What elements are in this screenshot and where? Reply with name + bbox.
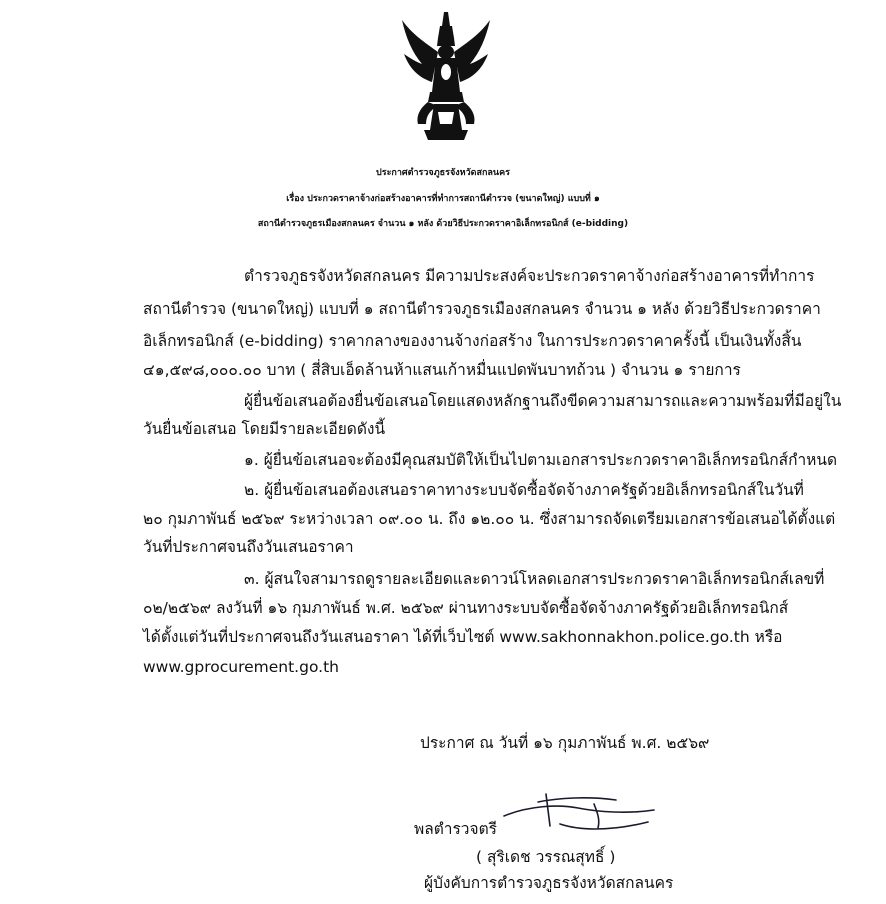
- announcement-heading: ประกาศตำรวจภูธรจังหวัดสกลนคร: [376, 168, 510, 178]
- list-item-3-continued: ๐๒/๒๕๖๙ ลงวันที่ ๑๖ กุมภาพันธ์ พ.ศ. ๒๕๖๙ ผ่านทางระบบจัดซื้อจัดจ้างภาครัฐด้วยอิเล็กทรอนิกส์: [143, 599, 789, 617]
- body-line-2: สถานีตำรวจ (ขนาดใหญ่) แบบที่ ๑ สถานีตำรวจภูธรเมืองสกลนคร จำนวน ๑ หลัง ด้วยวิธีประกวดราคา: [143, 300, 821, 318]
- signatory-position: ผู้บังคับการตำรวจภูธรจังหวัดสกลนคร: [424, 874, 674, 892]
- announcement-date: ประกาศ ณ วันที่ ๑๖ กุมภาพันธ์ พ.ศ. ๒๕๖๙: [420, 734, 710, 752]
- garuda-emblem-icon: [398, 12, 494, 146]
- body-line-3: อิเล็กทรอนิกส์ (e-bidding) ราคากลางของงานจ้างก่อสร้าง ในการประกวดราคาครั้งนี้ เป็นเงินทั้งสิ้น: [143, 332, 802, 350]
- handwritten-signature: [498, 786, 658, 836]
- body-line-5: ผู้ยื่นข้อเสนอต้องยื่นข้อเสนอโดยแสดงหลักฐานถึงขีดความสามารถและความพร้อมที่มีอยู่ใน: [244, 392, 842, 410]
- list-item-2-continued-2: วันที่ประกาศจนถึงวันเสนอราคา: [143, 538, 354, 556]
- signatory-rank: พลตำรวจตรี: [414, 820, 497, 838]
- signatory-name: ( สุริเดช วรรณสุทธิ์ ): [476, 848, 616, 866]
- procurement-website-link: www.gprocurement.go.th: [143, 658, 339, 676]
- body-line-6: วันยื่นข้อเสนอ โดยมีรายละเอียดดังนี้: [143, 420, 386, 438]
- announcement-subject: เรื่อง ประกวดราคาจ้างก่อสร้างอาคารที่ทำการสถานีตำรวจ (ขนาดใหญ่) แบบที่ ๑: [286, 194, 600, 204]
- list-item-2: ๒. ผู้ยื่นข้อเสนอต้องเสนอราคาทางระบบจัดซื้อจัดจ้างภาครัฐด้วยอิเล็กทรอนิกส์ในวันที่: [244, 481, 804, 499]
- body-line-4: ๔๑,๕๙๘,๐๐๐.๐๐ บาท ( สี่สิบเอ็ดล้านห้าแสนเก้าหมื่นแปดพันบาทถ้วน ) จำนวน ๑ รายการ: [143, 361, 741, 379]
- list-item-3-continued-2: ได้ตั้งแต่วันที่ประกาศจนถึงวันเสนอราคา ได้ที่เว็บไซต์ www.sakhonnakhon.police.go.th หรือ: [143, 628, 783, 646]
- announcement-subject-continued: สถานีตำรวจภูธรเมืองสกลนคร จำนวน ๑ หลัง ด้วยวิธีประกวดราคาอิเล็กทรอนิกส์ (e-bidding): [257, 219, 629, 229]
- list-item-1: ๑. ผู้ยื่นข้อเสนอจะต้องมีคุณสมบัติให้เป็นไปตามเอกสารประกวดราคาอิเล็กทรอนิกส์กำหนด: [244, 451, 838, 469]
- body-line-1: ตำรวจภูธรจังหวัดสกลนคร มีความประสงค์จะประกวดราคาจ้างก่อสร้างอาคารที่ทำการ: [244, 267, 815, 285]
- list-item-2-continued: ๒๐ กุมภาพันธ์ ๒๕๖๙ ระหว่างเวลา ๐๙.๐๐ น. ถึง ๑๒.๐๐ น. ซึ่งสามารถจัดเตรียมเอกสารข้อเสนอได้ตั้งแต่: [143, 510, 836, 528]
- list-item-3: ๓. ผู้สนใจสามารถดูรายละเอียดและดาวน์โหลดเอกสารประกวดราคาอิเล็กทรอนิกส์เลขที่: [244, 570, 825, 588]
